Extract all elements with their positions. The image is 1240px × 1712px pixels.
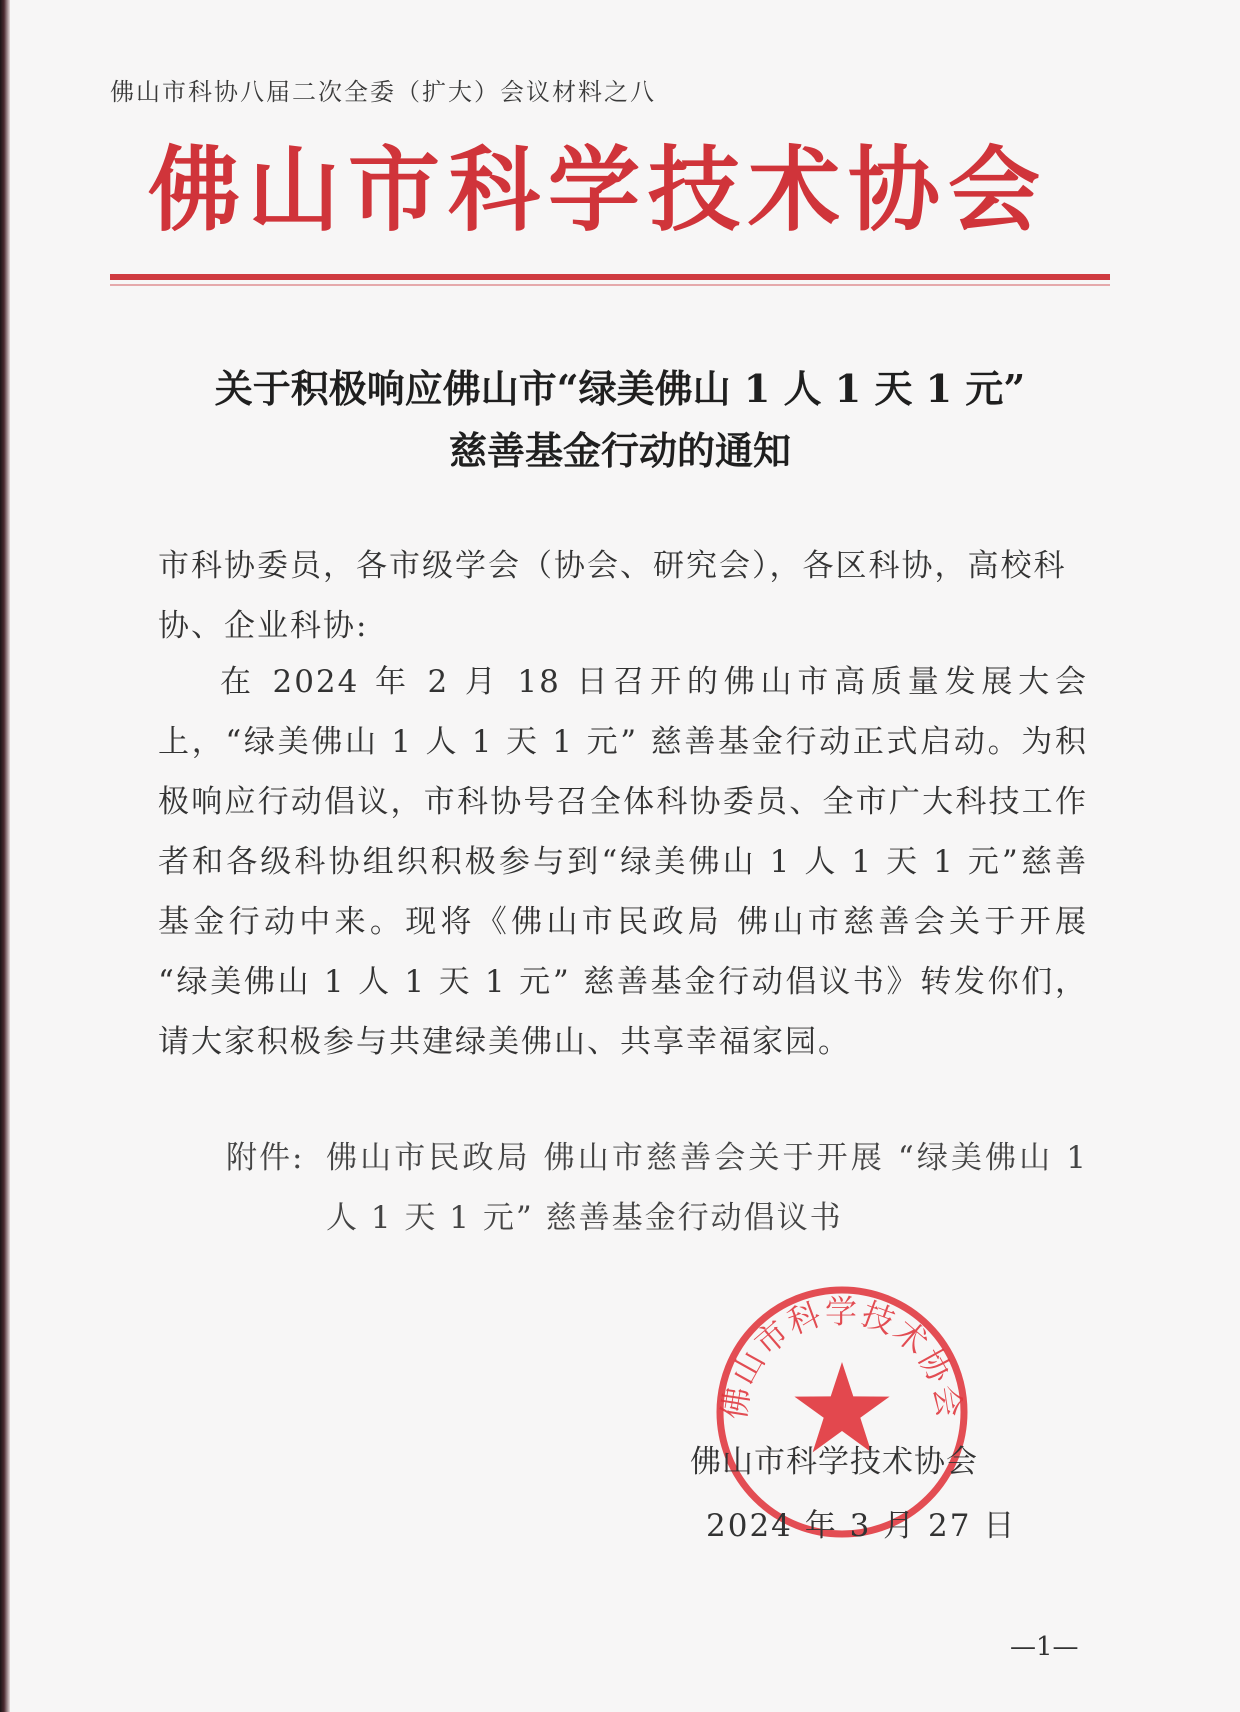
title-line-1: 关于积极响应佛山市“绿美佛山 1 人 1 天 1 元” xyxy=(214,366,1026,411)
signature-date: 2024 年 3 月 27 日 xyxy=(706,1508,1017,1544)
attachment-label: 附件: xyxy=(226,1140,305,1176)
attachment-text: 佛山市民政局 佛山市慈善会关于开展 “绿美佛山 1 人 1 天 1 元” 慈善基金行动倡议书 xyxy=(326,1140,1088,1236)
meeting-label: 佛山市科协八届二次全委（扩大）会议材料之八 xyxy=(110,78,656,106)
header-divider-shadow xyxy=(110,284,1110,286)
header-divider xyxy=(110,274,1110,280)
body-paragraph: 在 2024 年 2 月 18 日召开的佛山市高质量发展大会上，“绿美佛山 1 人 1 天 1 元” 慈善基金行动正式启动。为积极响应行动倡议，市科协号召全体科协委员、全市广大科技工作者和各级科协组织积极参与到“绿美佛山 1 人 1 天 1 元”慈善基金行动中来。现将《佛山市民政局 佛山市慈善会关于开展 “绿美佛山 1 人 1 天 1 元” 慈善基金行动倡议书》转发你们，请大家积极参与共建绿美佛山、共享幸福家园。 xyxy=(158,664,1088,1060)
salutation: 市科协委员，各市级学会（协会、研究会），各区科协，高校科协、企业科协: xyxy=(158,548,1067,644)
signature-organization: 佛山市科学技术协会 xyxy=(690,1444,978,1480)
seal-text: 佛山市科学技术协会 xyxy=(714,1292,970,1423)
page-number: —1— xyxy=(1010,1632,1079,1662)
organization-header: 佛山市科学技术协会 xyxy=(148,136,1049,244)
document-title xyxy=(110,358,1130,482)
title-line-2: 慈善基金行动的通知 xyxy=(448,428,791,473)
scan-edge xyxy=(0,0,10,1712)
